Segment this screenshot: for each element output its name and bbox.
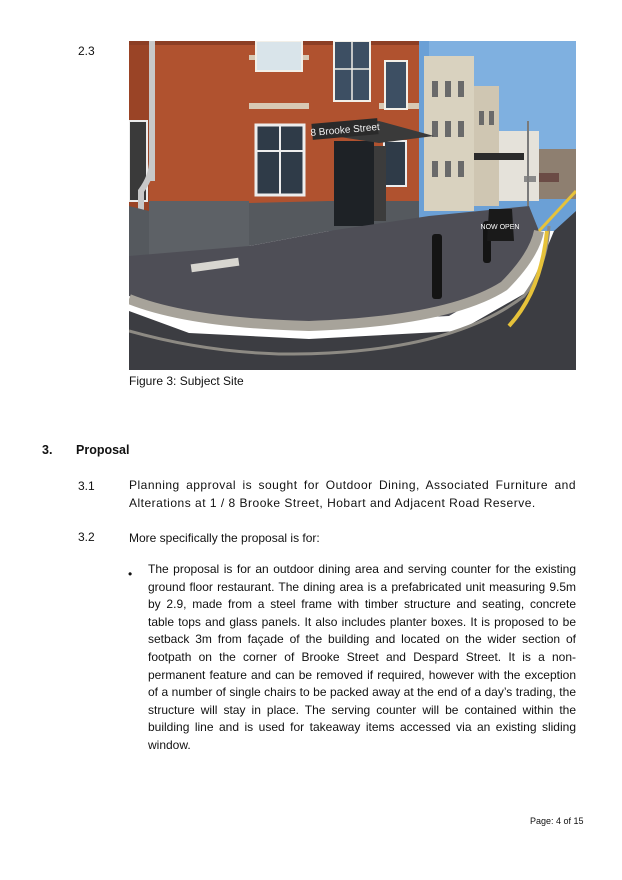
subject-site-photo — [129, 41, 576, 370]
page-number: Page: 4 of 15 — [530, 816, 584, 826]
bullet-proposal-description: The proposal is for an outdoor dining area and serving counter for the existing ground floor restaurant. The dining area is a prefabricated unit measuring 9.5m by 2.9, made from a steel frame with timber structure and seating, concrete table tops and glass panels. It also includes planter boxes. It is proposed to be setback 3m from façade of the building and located on the wider section of footpath on the corner of Brooke Street and Despard Street. It is a non-permanent feature and can be removed if required, however with the exception of a number of single chairs to be packed away at the end of a day’s trading, the structure will stay in place. The serving counter will be contained within the building line and is used for takeaway items accessed via an existing sliding window. — [148, 562, 576, 752]
street-sign-text: 8 Brooke Street — [310, 121, 381, 140]
sandwich-board-text: NOW OPEN — [480, 224, 520, 231]
paragraph-number-3-2: 3.2 — [78, 530, 95, 544]
bullet-marker: • — [128, 567, 133, 581]
section-number: 3. — [42, 443, 53, 457]
section-title: Proposal — [76, 443, 130, 457]
doorway — [334, 141, 374, 226]
paragraph-number-2-3: 2.3 — [78, 44, 95, 58]
figure-caption: Figure 3: Subject Site — [129, 374, 244, 388]
bollard — [432, 234, 442, 299]
paragraph-number-3-1: 3.1 — [78, 479, 95, 493]
paragraph-3-2: More specifically the proposal is for: — [129, 531, 320, 545]
paragraph-3-1: Planning approval is sought for Outdoor Dining, Associated Furniture and Alterations at 1 / 8 Brooke Street, Hobart and Adjacent Road Reserve. — [129, 478, 576, 510]
street-corner-illustration — [129, 41, 576, 370]
